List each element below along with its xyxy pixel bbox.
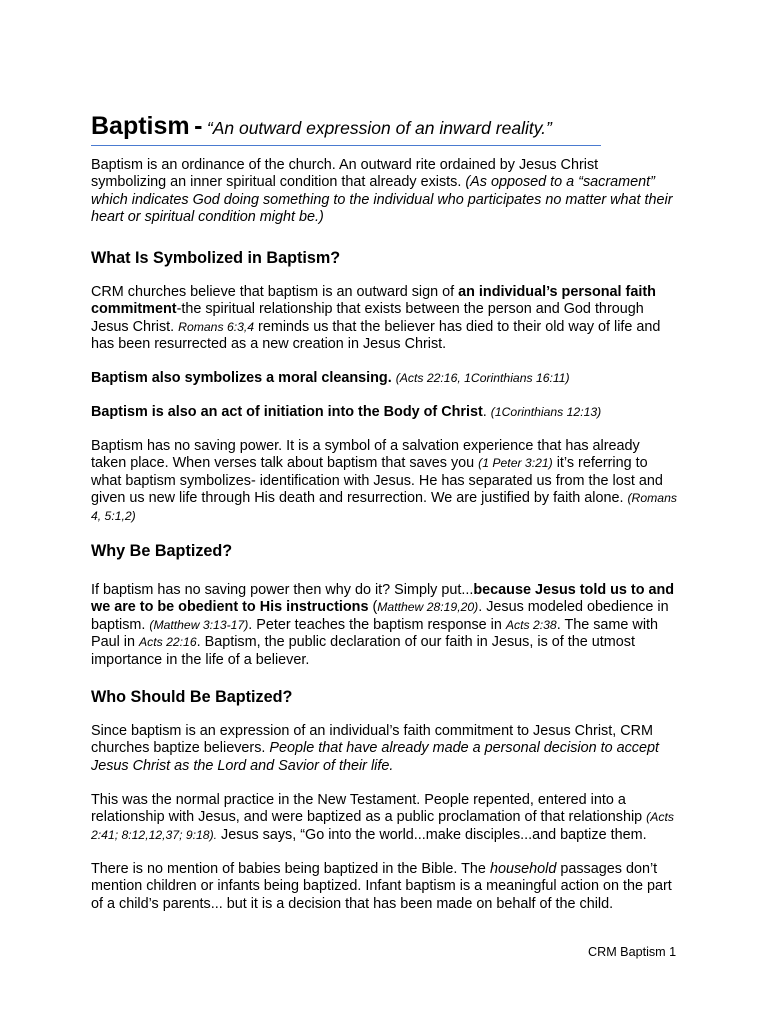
new-testament-paragraph <box>91 792 691 844</box>
paragraph-line: has been resurrected as a new creation in Jesus Christ. <box>91 336 447 353</box>
intro-aside: (As opposed to a “sacrament” <box>465 174 655 191</box>
paragraph-text: Jesus says, “Go into the world...make disciples...and baptize them. <box>221 826 647 843</box>
title-subtitle: “An outward expression of an inward reality.” <box>206 118 552 138</box>
section-heading-why: Why Be Baptized? <box>91 542 233 560</box>
title-main: Baptism <box>91 112 190 140</box>
paragraph-line: importance in the life of a believer. <box>91 651 310 668</box>
paragraph-text: . Peter teaches the baptism response in <box>248 616 502 633</box>
scripture-reference: (Romans <box>627 491 677 506</box>
paragraph-line: what baptism symbolizes- identification with Jesus. He has separated us from the lost and <box>91 472 663 489</box>
paragraph-text: it’s referring to <box>556 455 648 472</box>
scripture-reference: (1Corinthians 12:13) <box>490 405 602 419</box>
paragraph-text: . Baptism, the public declaration of our faith in Jesus, is of the utmost <box>196 634 635 651</box>
scripture-reference: Acts 22:16 <box>139 635 197 650</box>
scripture-reference: Acts 2:38 <box>505 617 557 632</box>
saving-power-paragraph <box>91 438 691 525</box>
symbolized-paragraph <box>91 284 691 354</box>
paragraph-text: given us new life through His death and resurrection. We are justified by faith alone. <box>91 490 624 507</box>
paragraph-line: of a child’s parents... but it is a decision that has been made on behalf of the child. <box>91 895 614 912</box>
paragraph-text: There is no mention of babies being baptized in the Bible. The <box>91 861 486 877</box>
emphasis-italic: Jesus Christ as the Lord and Savior of their life. <box>91 757 394 774</box>
scripture-reference: 4, 5:1,2) <box>91 508 136 523</box>
page-title <box>91 110 611 146</box>
emphasis-text: Baptism also symbolizes a moral cleansing. <box>91 370 392 386</box>
initiation-paragraph <box>91 404 691 421</box>
paragraph-line: Baptism has no saving power. It is a symbol of a salvation experience that has already <box>91 438 640 454</box>
who-paragraph <box>91 723 691 775</box>
scripture-reference: (Acts 22:16, 1Corinthians 16:11) <box>395 371 570 385</box>
emphasis-text: Baptism is also an act of initiation into the Body of Christ <box>91 404 483 420</box>
emphasis-text: we are to be obedient to His instructions <box>91 599 369 616</box>
scripture-reference: (Acts <box>646 810 674 825</box>
paragraph-text: . <box>482 404 487 420</box>
intro-line: Baptism is an ordinance of the church. An outward rite ordained by Jesus Christ <box>91 157 599 173</box>
paragraph-text: taken place. When verses talk about baptism that saves you <box>91 455 475 472</box>
paragraph-line: Since baptism is an expression of an individual’s faith commitment to Jesus Christ, CRM <box>91 723 654 739</box>
section-heading-symbolized: What Is Symbolized in Baptism? <box>91 249 341 267</box>
paragraph-line: This was the normal practice in the New Testament. People repented, entered into a <box>91 792 626 808</box>
scripture-reference: 2:41; 8:12,12,37; 9:18). <box>91 827 218 842</box>
paragraph-text: relationship with Jesus, and were baptized as a public proclamation of that relationship <box>91 809 643 826</box>
intro-aside: which indicates God doing something to the individual who participates no matter what their <box>91 191 673 208</box>
page-footer: CRM Baptism 1 <box>588 945 677 959</box>
paragraph-text: Jesus Christ. <box>91 318 175 335</box>
title-separator: - <box>194 112 203 140</box>
paragraph-text: CRM churches believe that baptism is an outward sign of <box>91 284 455 300</box>
scripture-reference: Romans 6:3,4 <box>178 319 255 334</box>
title-underline <box>91 145 601 146</box>
paragraph-text: . Jesus modeled obedience in <box>478 599 669 616</box>
intro-aside: heart or spiritual condition might be.) <box>91 209 324 226</box>
infant-baptism-paragraph <box>91 861 691 913</box>
paragraph-text: . The same with <box>556 616 659 633</box>
paragraph-text: -the spiritual relationship that exists between the person and God through <box>176 301 644 318</box>
emphasis-italic: household <box>489 861 557 877</box>
paragraph-text: ( <box>372 599 378 616</box>
scripture-reference: Matthew 28:19,20) <box>377 600 479 615</box>
why-paragraph <box>91 582 691 669</box>
section-heading-who: Who Should Be Baptized? <box>91 688 293 706</box>
intro-paragraph <box>91 157 691 227</box>
scripture-reference: (Matthew 3:13-17) <box>149 617 249 632</box>
paragraph-text: reminds us that the believer has died to their old way of life and <box>258 318 661 335</box>
emphasis-text: an individual’s personal faith <box>458 284 656 300</box>
paragraph-text: churches baptize believers. <box>91 740 266 757</box>
paragraph-text: baptism. <box>91 616 146 633</box>
scripture-reference: (1 Peter 3:21) <box>478 456 553 471</box>
paragraph-text: Paul in <box>91 634 136 651</box>
emphasis-italic: People that have already made a personal decision to accept <box>269 740 659 757</box>
paragraph-line: mention children or infants being baptized. Infant baptism is a meaningful action on the part <box>91 878 672 895</box>
paragraph-text: passages don’t <box>560 861 658 877</box>
paragraph-text: If baptism has no saving power then why do it? Simply put... <box>91 582 474 598</box>
emphasis-text: because Jesus told us to and <box>473 582 675 598</box>
emphasis-text: commitment <box>91 301 177 318</box>
moral-cleansing-paragraph <box>91 370 691 387</box>
intro-text: symbolizing an inner spiritual condition that already exists. <box>91 174 462 191</box>
